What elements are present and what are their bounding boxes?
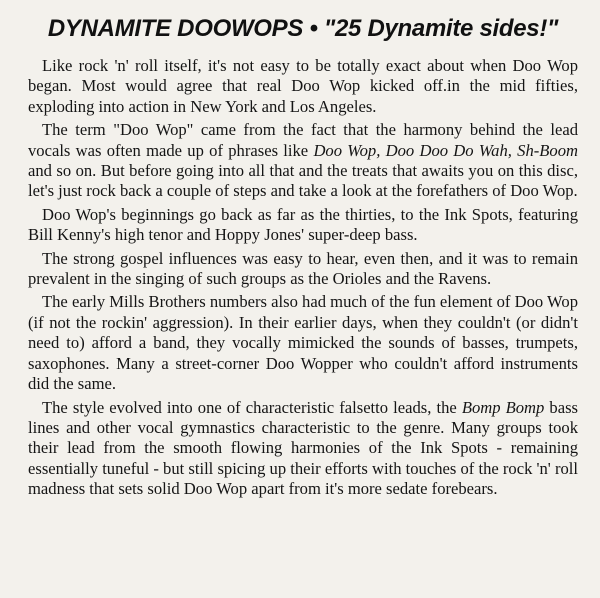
italic-phrase: Bomp Bomp	[461, 397, 545, 417]
text-run: The term "Doo Wop" came from the fact that the harmony behind the lead vocals was often made up of phrases like	[28, 120, 578, 160]
liner-notes-body	[28, 56, 578, 500]
text-run: and so on. But before going into all that and the treats that awaits you on this disc, let's just rock back a couple of steps and take a look at the forefathers of Doo Wop.	[28, 161, 578, 201]
text-run: The style evolved into one of characteristic falsetto leads, the	[42, 397, 462, 417]
text-run: bass lines and other vocal gymnastics characteristic to the genre. Many groups took their lead from the smooth flowing harmonies of the Ink Spots - remaining essentially tuneful - but still spicing up their efforts with touches of the rock 'n' roll madness that sets solid Doo Wop apart from it's more sedate forebears.	[28, 397, 578, 499]
paragraph	[28, 292, 578, 394]
text-run: Like rock 'n' roll itself, it's not easy to be totally exact about when Doo Wop began. Most would agree that real Doo Wop kicked off.in the mid fifties, exploding into action in New York and Los Angeles.	[28, 56, 578, 116]
paragraph	[28, 205, 578, 246]
page-title: DYNAMITE DOOWOPS • "25 Dynamite sides!"	[47, 15, 559, 42]
text-run: Doo Wop's beginnings go back as far as the thirties, to the Ink Spots, featuring Bill Kenny's high tenor and Hoppy Jones' super-deep bass.	[28, 204, 578, 245]
paragraph	[28, 56, 578, 117]
text-run: The early Mills Brothers numbers also had much of the fun element of Doo Wop (if not the rockin' aggression). In their earlier days, when they couldn't (or didn't need to) afford a band, they vocally mimicked the sounds of basses, trumpets, saxophones. Many a street-corner Doo Wopper who couldn't afford instruments did the same.	[28, 292, 578, 394]
text-run: The strong gospel influences was easy to hear, even then, and it was to remain prevalent in the singing of such groups as the Orioles and the Ravens.	[28, 248, 578, 289]
paragraph	[28, 120, 578, 202]
paragraph	[28, 398, 578, 500]
paragraph	[28, 249, 578, 290]
italic-phrase: Doo Wop, Doo Doo Do Wah, Sh-Boom	[313, 140, 578, 160]
